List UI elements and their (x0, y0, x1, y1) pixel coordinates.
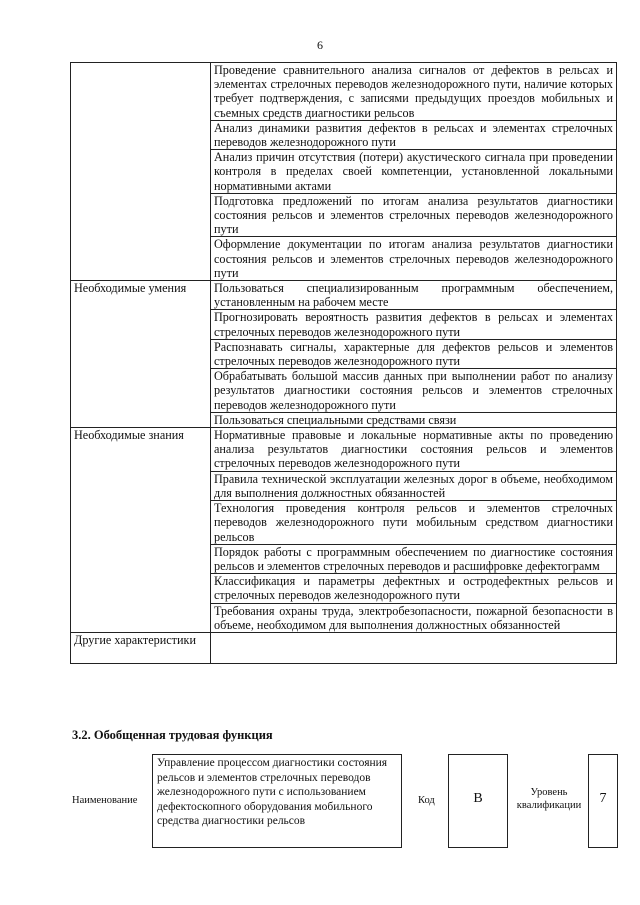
row-item: Анализ причин отсутствия (потери) акустического сигнала при проведении контроля в пределах своей компетенции, установленной локальными нормативными актами (211, 150, 617, 194)
row-item: Распознавать сигналы, характерные для дефектов рельсов и элементов стрелочных переводов железнодорожного пути (211, 339, 617, 368)
page-number: 6 (317, 38, 323, 52)
row-item: Классификация и параметры дефектных и остродефектных рельсов и стрелочных переводов железнодорожного пути (211, 574, 617, 603)
function-name-value: Управление процессом диагностики состояния рельсов и элементов стрелочных переводов железнодорожного пути с использованием дефектоскопного оборудования мобильного средства диагностики рельсов (152, 754, 402, 848)
row-item (211, 632, 617, 663)
row-item: Прогнозировать вероятность развития дефектов в рельсах и элементах стрелочных переводов железнодорожного пути (211, 310, 617, 339)
qualification-level-value: 7 (588, 754, 618, 848)
table-row (71, 281, 617, 310)
section-heading: 3.2. Обобщенная трудовая функция (72, 728, 273, 742)
row-label: Необходимые умения (71, 281, 211, 428)
row-item: Обрабатывать большой массив данных при выполнении работ по анализу результатов диагностики состояния рельсов и элементов стрелочных переводов железнодорожного пути (211, 369, 617, 413)
table-row (71, 632, 617, 663)
row-item: Проведение сравнительного анализа сигналов от дефектов в рельсах и элементах стрелочных переводов железнодорожного пути, наличие которых требует подтверждения, с записями предыдущих проездов мобильных и съемных средств диагностики рельсов (211, 63, 617, 121)
table-row (71, 63, 617, 121)
qualification-level-label: Уровень квалификации (516, 787, 582, 811)
name-label: Наименование (72, 795, 138, 806)
table-row (71, 428, 617, 472)
row-item: Пользоваться специальными средствами связи (211, 412, 617, 427)
row-item: Анализ динамики развития дефектов в рельсах и элементах стрелочных переводов железнодорожного пути (211, 120, 617, 149)
row-label: Другие характеристики (71, 632, 211, 663)
row-item: Подготовка предложений по итогам анализа результатов диагностики состояния рельсов и элементов стрелочных переводов железнодорожного пути (211, 193, 617, 237)
row-label: Необходимые знания (71, 428, 211, 633)
code-value: B (448, 754, 508, 848)
row-label (71, 63, 211, 281)
code-label: Код (418, 795, 435, 806)
row-item: Технология проведения контроля рельсов и элементов стрелочных переводов железнодорожного пути мобильным средством диагностики рельсов (211, 501, 617, 545)
row-item: Требования охраны труда, электробезопасности, пожарной безопасности в объеме, необходимом для выполнения должностных обязанностей (211, 603, 617, 632)
row-item: Правила технической эксплуатации железных дорог в объеме, необходимом для выполнения должностных обязанностей (211, 471, 617, 500)
row-item: Порядок работы с программным обеспечением по диагностике состояния рельсов и элементов стрелочных переводов и расшифровке дефектограмм (211, 544, 617, 573)
row-item: Оформление документации по итогам анализа результатов диагностики состояния рельсов и элементов стрелочных переводов железнодорожного пути (211, 237, 617, 281)
labor-function-table (70, 62, 617, 664)
row-item: Пользоваться специализированным программным обеспечением, установленным на рабочем месте (211, 281, 617, 310)
row-item: Нормативные правовые и локальные нормативные акты по проведению анализа результатов диагностики состояния рельсов и элементов стрелочных переводов железнодорожного пути (211, 428, 617, 472)
